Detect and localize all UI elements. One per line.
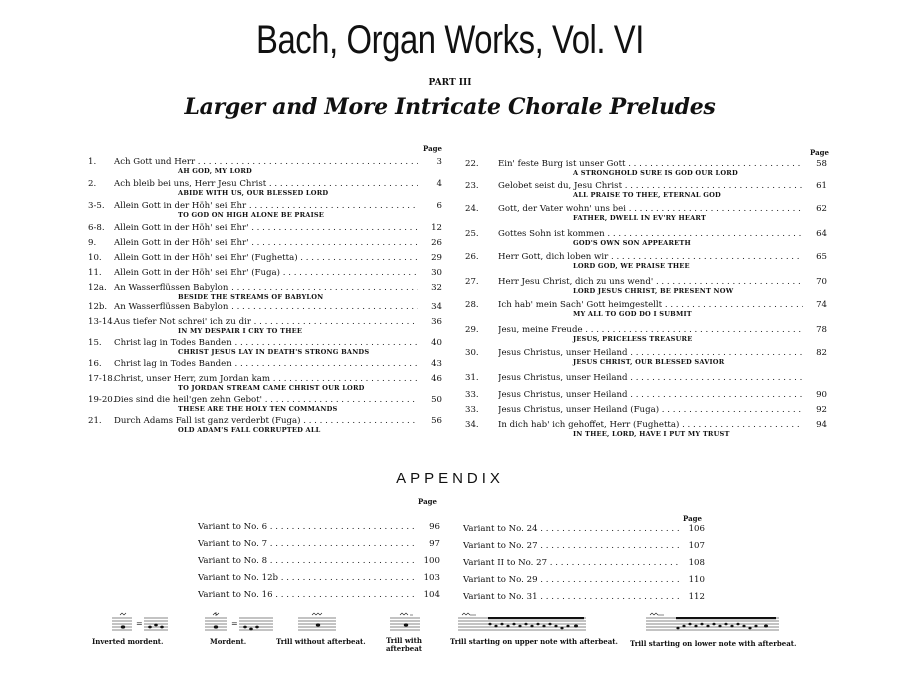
toc-entry xyxy=(88,374,442,394)
toc-entry xyxy=(465,204,827,224)
appendix-entry xyxy=(463,541,705,553)
toc-entry xyxy=(88,201,442,221)
entry-title: Ach bleib bei uns, Herr Jesu Christ . . . xyxy=(114,179,418,189)
entry-title: Allein Gott in der Höh' sei Ehr' . . . xyxy=(114,223,418,233)
appendix-title: Variant to No. 27 . . . xyxy=(463,541,681,551)
entry-page: 64 xyxy=(816,229,827,239)
entry-number: 12a. xyxy=(88,283,107,293)
toc-entry xyxy=(88,283,442,303)
entry-number: 17-18. xyxy=(88,374,116,384)
toc-entry xyxy=(88,395,442,415)
toc-entry xyxy=(465,159,827,179)
entry-page: 61 xyxy=(816,181,827,191)
entry-title: Allein Gott in der Höh' sei Ehr' . . . xyxy=(114,238,418,248)
toc-entry xyxy=(88,157,442,177)
entry-title: An Wasserflüssen Babylon . . . xyxy=(114,283,418,293)
entry-number: 10. xyxy=(88,253,102,263)
entry-title: Gottes Sohn ist kommen . . . xyxy=(498,229,803,239)
trill-upper-label: Trill starting on upper note with afterbeat. xyxy=(450,637,618,646)
entry-title: Ein' feste Burg ist unser Gott . . . xyxy=(498,159,803,169)
appendix-page: 110 xyxy=(688,575,705,585)
toc-entry xyxy=(88,416,442,436)
trill-upper-notation xyxy=(458,612,588,634)
entry-page: 82 xyxy=(816,348,827,358)
entry-page: 74 xyxy=(816,300,827,310)
page-title: Bach, Organ Works, Vol. VI xyxy=(256,18,644,62)
entry-number: 2. xyxy=(88,179,97,189)
entry-title: Durch Adams Fall ist ganz verderbt (Fuga) . . . xyxy=(114,416,418,426)
toc-entry xyxy=(465,252,827,272)
mordent-notation xyxy=(205,612,275,634)
appendix-title: Variant to No. 31 . . . xyxy=(463,592,681,602)
svg-text:=: = xyxy=(231,619,238,628)
entry-number: 15. xyxy=(88,338,102,348)
entry-translation: BESIDE THE STREAMS OF BABYLON xyxy=(178,293,324,301)
entry-page: 43 xyxy=(431,359,442,369)
entry-title: Ich hab' mein Sach' Gott heimgestellt . . . xyxy=(498,300,803,310)
entry-translation: ABIDE WITH US, OUR BLESSED LORD xyxy=(178,189,329,197)
appendix-page: 96 xyxy=(429,522,440,532)
entry-title: In dich hab' ich gehoffet, Herr (Fughetta) . . . xyxy=(498,420,803,430)
entry-page: 12 xyxy=(431,223,442,233)
entry-translation: A STRONGHOLD SURE IS GOD OUR LORD xyxy=(573,169,738,177)
entry-title: Christ lag in Todes Banden . . . xyxy=(114,338,418,348)
entry-page: 30 xyxy=(431,268,442,278)
appendix-title: Variant to No. 7 . . . xyxy=(198,539,416,549)
entry-title: Gott, der Vater wohn' uns bei . . . xyxy=(498,204,803,214)
entry-number: 16. xyxy=(88,359,102,369)
entry-number: 11. xyxy=(88,268,102,278)
trill-without-label: Trill without afterbeat. xyxy=(276,637,366,646)
entry-translation: JESUS, PRICELESS TREASURE xyxy=(573,335,693,343)
toc-entry xyxy=(465,420,827,440)
left-page-header: Page xyxy=(423,144,442,153)
entry-translation: THESE ARE THE HOLY TEN COMMANDS xyxy=(178,405,338,413)
mordent-label: Mordent. xyxy=(210,637,247,646)
entry-number: 22. xyxy=(465,159,479,169)
appendix-left-page-header: Page xyxy=(418,497,437,506)
appendix-title: Variant to No. 12b . . . xyxy=(198,573,416,583)
entry-title: Jesus Christus, unser Heiland (Fuga) . . . xyxy=(498,405,803,415)
entry-title: An Wasserflüssen Babylon . . . xyxy=(114,302,418,312)
toc-entry xyxy=(465,300,827,320)
entry-number: 25. xyxy=(465,229,479,239)
entry-translation: JESUS CHRIST, OUR BLESSED SAVIOR xyxy=(573,358,725,366)
entry-page: 50 xyxy=(431,395,442,405)
appendix-page: 97 xyxy=(429,539,440,549)
appendix-entry xyxy=(198,539,440,551)
entry-translation: GOD'S OWN SON APPEARETH xyxy=(573,239,691,247)
entry-title: Christ, unser Herr, zum Jordan kam . . . xyxy=(114,374,418,384)
svg-text:=: = xyxy=(136,619,143,628)
appendix-page: 107 xyxy=(688,541,705,551)
appendix-page: 108 xyxy=(688,558,705,568)
entry-page: 65 xyxy=(816,252,827,262)
appendix-title: Variant to No. 16 . . . xyxy=(198,590,416,600)
entry-page: 32 xyxy=(431,283,442,293)
appendix-entry xyxy=(198,522,440,534)
entry-page: 4 xyxy=(436,179,442,189)
appendix-page: 100 xyxy=(423,556,440,566)
entry-page: 29 xyxy=(431,253,442,263)
entry-page: 58 xyxy=(816,159,827,169)
entry-number: 23. xyxy=(465,181,479,191)
toc-entry xyxy=(465,325,827,345)
entry-number: 1. xyxy=(88,157,97,167)
entry-number: 29. xyxy=(465,325,479,335)
entry-page: 94 xyxy=(816,420,827,430)
trill-with-notation xyxy=(390,612,422,634)
entry-page: 26 xyxy=(431,238,442,248)
entry-title: Jesus Christus, unser Heiland . . . xyxy=(498,348,803,358)
trill-without-notation xyxy=(298,612,338,634)
right-page-header: Page xyxy=(810,148,829,157)
entry-number: 26. xyxy=(465,252,479,262)
inverted-mordent-notation xyxy=(112,612,172,634)
entry-translation: MY ALL TO GOD DO I SUBMIT xyxy=(573,310,692,318)
toc-entry xyxy=(465,181,827,201)
entry-translation: LORD GOD, WE PRAISE THEE xyxy=(573,262,690,270)
entry-number: 28. xyxy=(465,300,479,310)
entry-title: Jesus Christus, unser Heiland . . . xyxy=(498,373,803,383)
appendix-entry xyxy=(463,524,705,536)
entry-number: 12b. xyxy=(88,302,108,312)
entry-translation: TO GOD ON HIGH ALONE BE PRAISE xyxy=(178,211,325,219)
entry-page: 92 xyxy=(816,405,827,415)
entry-page: 40 xyxy=(431,338,442,348)
entry-title: Christ lag in Todes Banden . . . xyxy=(114,359,418,369)
toc-entry xyxy=(88,317,442,337)
trill-lower-label: Trill starting on lower note with afterbeat. xyxy=(630,639,797,648)
entry-page: 34 xyxy=(431,302,442,312)
entry-title: Gelobet seist du, Jesu Christ . . . xyxy=(498,181,803,191)
entry-page: 36 xyxy=(431,317,442,327)
appendix-page: 104 xyxy=(423,590,440,600)
entry-title: Jesus Christus, unser Heiland . . . xyxy=(498,390,803,400)
entry-number: 6-8. xyxy=(88,223,105,233)
entry-title: Dies sind die heil'gen zehn Gebot' . . . xyxy=(114,395,418,405)
entry-title: Herr Jesu Christ, dich zu uns wend' . . . xyxy=(498,277,803,287)
trill-lower-notation xyxy=(646,612,781,634)
trill-with-label: Trill with afterbeat xyxy=(385,636,423,653)
entry-number: 3-5. xyxy=(88,201,105,211)
entry-number: 30. xyxy=(465,348,479,358)
entry-number: 33. xyxy=(465,405,479,415)
entry-number: 27. xyxy=(465,277,479,287)
appendix-title: Variant to No. 29 . . . xyxy=(463,575,681,585)
entry-translation: AH GOD, MY LORD xyxy=(178,167,252,175)
appendix-entry xyxy=(463,575,705,587)
entry-title: Allein Gott in der Höh' sei Ehr' (Fughetta) . . . xyxy=(114,253,418,263)
appendix-entry xyxy=(198,556,440,568)
entry-translation: TO JORDAN STREAM CAME CHRIST OUR LORD xyxy=(178,384,365,392)
entry-number: 31. xyxy=(465,373,479,383)
entry-translation: ALL PRAISE TO THEE, ETERNAL GOD xyxy=(573,191,721,199)
appendix-entry xyxy=(198,573,440,585)
appendix-title: Variant to No. 8 . . . xyxy=(198,556,416,566)
entry-number: 33. xyxy=(465,390,479,400)
appendix-right-page-header: Page xyxy=(683,514,702,523)
entry-page: 70 xyxy=(816,277,827,287)
entry-title: Allein Gott in der Höh' sei Ehr' (Fuga) . . . xyxy=(114,268,418,278)
entry-number: 24. xyxy=(465,204,479,214)
toc-entry xyxy=(465,277,827,297)
toc-entry xyxy=(465,348,827,368)
entry-page: 46 xyxy=(431,374,442,384)
appendix-title: Variant to No. 24 . . . xyxy=(463,524,681,534)
entry-translation: OLD ADAM'S FALL CORRUPTED ALL xyxy=(178,426,321,434)
entry-translation: IN THEE, LORD, HAVE I PUT MY TRUST xyxy=(573,430,730,438)
appendix-entry xyxy=(198,590,440,602)
entry-title: Ach Gott und Herr . . . xyxy=(114,157,418,167)
appendix-page: 106 xyxy=(688,524,705,534)
appendix-entry xyxy=(463,592,705,604)
entry-translation: CHRIST JESUS LAY IN DEATH'S STRONG BANDS xyxy=(178,348,370,356)
entry-page: 90 xyxy=(816,390,827,400)
inverted-mordent-label: Inverted mordent. xyxy=(92,637,164,646)
appendix-page: 103 xyxy=(423,573,440,583)
entry-number: 21. xyxy=(88,416,102,426)
toc-entry xyxy=(465,229,827,249)
entry-title: Aus tiefer Not schrei' ich zu dir . . . xyxy=(114,317,418,327)
appendix-title: Variant to No. 6 . . . xyxy=(198,522,416,532)
toc-entry xyxy=(88,338,442,358)
entry-page: 6 xyxy=(436,201,442,211)
section-subtitle: Larger and More Intricate Chorale Preludes xyxy=(184,94,716,120)
appendix-title: Variant II to No. 27 . . . xyxy=(463,558,681,568)
entry-number: 34. xyxy=(465,420,479,430)
entry-title: Jesu, meine Freude . . . xyxy=(498,325,803,335)
entry-number: 13-14. xyxy=(88,317,116,327)
entry-translation: FATHER, DWELL IN EV'RY HEART xyxy=(573,214,707,222)
entry-page: 78 xyxy=(816,325,827,335)
entry-page: 56 xyxy=(431,416,442,426)
entry-number: 9. xyxy=(88,238,97,248)
appendix-heading: APPENDIX xyxy=(396,470,504,487)
appendix-entry xyxy=(463,558,705,570)
entry-translation: LORD JESUS CHRIST, BE PRESENT NOW xyxy=(573,287,734,295)
part-label: PART III xyxy=(428,78,472,88)
entry-page: 62 xyxy=(816,204,827,214)
entry-page: 3 xyxy=(436,157,442,167)
entry-title: Herr Gott, dich loben wir . . . xyxy=(498,252,803,262)
entry-title: Allein Gott in der Höh' sei Ehr . . . xyxy=(114,201,418,211)
entry-number: 19-20. xyxy=(88,395,116,405)
appendix-page: 112 xyxy=(688,592,705,602)
toc-entry xyxy=(88,179,442,199)
entry-translation: IN MY DESPAIR I CRY TO THEE xyxy=(178,327,303,335)
